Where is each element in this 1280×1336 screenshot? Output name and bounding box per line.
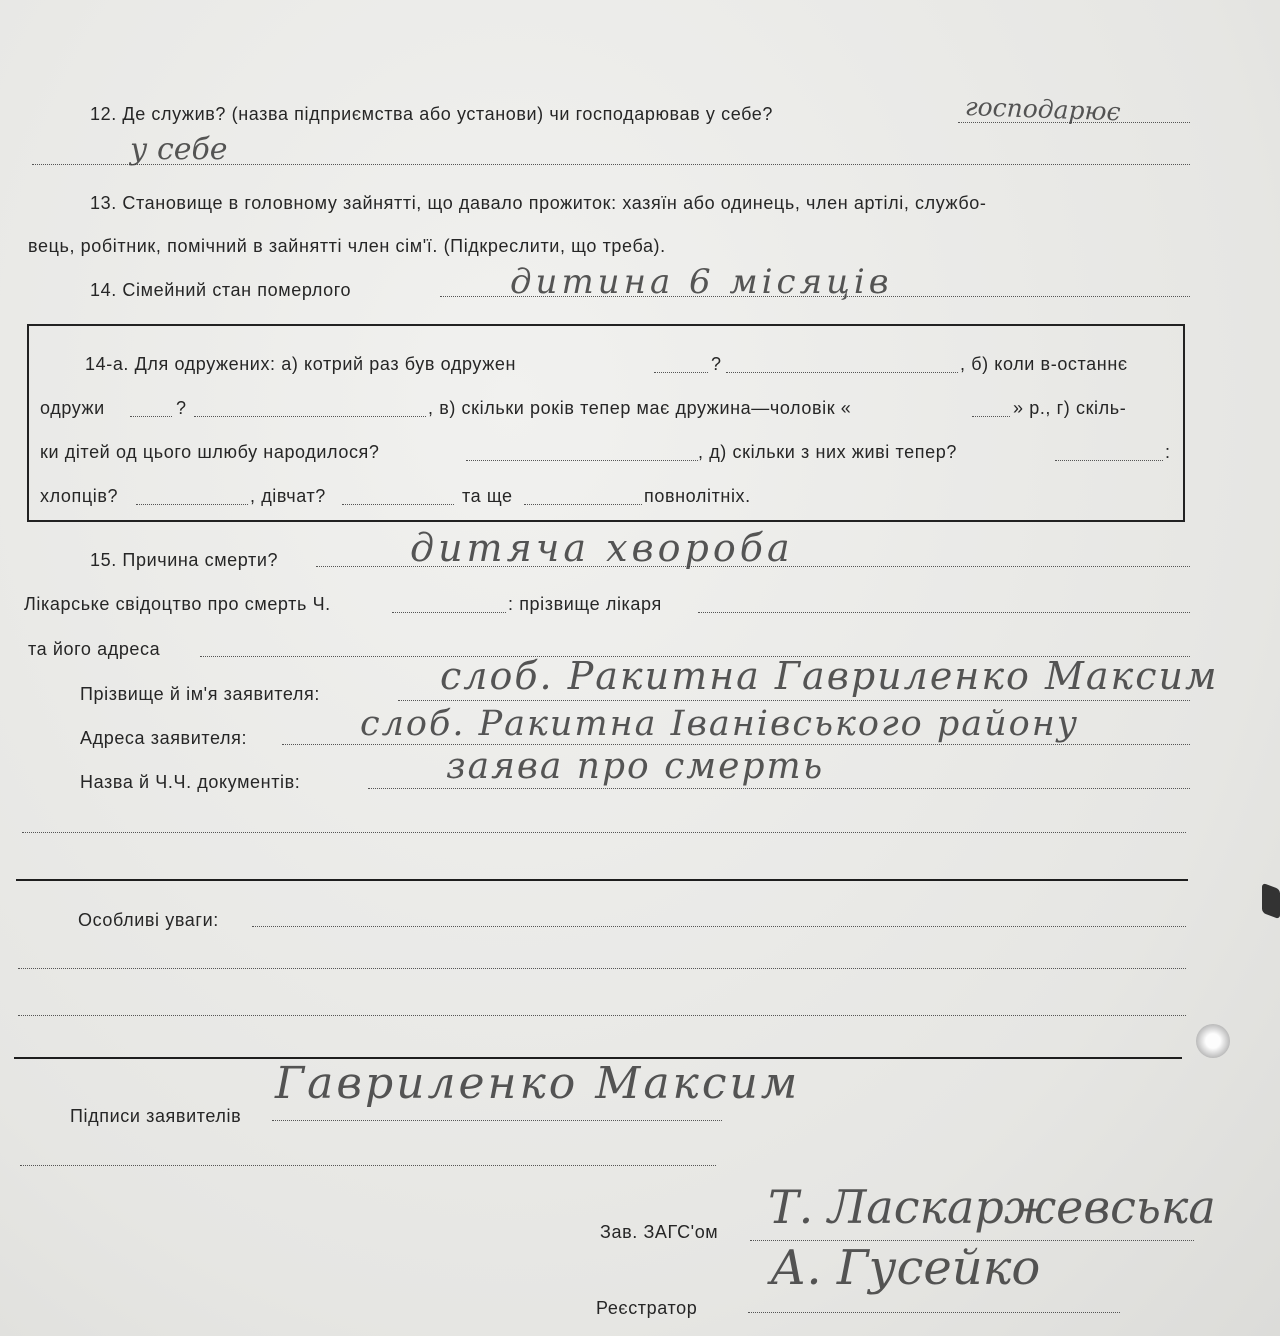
q14a-part-3: одружи xyxy=(40,398,105,418)
q12-answer-2: у себе xyxy=(130,132,228,167)
applicant-name-label: Прізвище й ім'я заявителя: xyxy=(80,684,320,704)
q14a-part-11: повнолітніх. xyxy=(644,486,751,506)
applicant-address-dots xyxy=(282,744,1190,745)
medical-doctor-dots xyxy=(698,612,1190,613)
notes-dots-1 xyxy=(252,926,1186,927)
q14a-dots-10 xyxy=(524,504,642,505)
q13-line-2: вець, робітник, помічний в зайнятті член сім'ї. (Підкреслити, що треба). xyxy=(28,236,666,256)
q14a-part-10: та ще xyxy=(462,486,513,506)
notes-dots-2 xyxy=(18,968,1186,969)
q14a-dots-7 xyxy=(1055,460,1163,461)
registry-head-label: Зав. ЗАГС'ом xyxy=(600,1222,719,1242)
section-divider-1 xyxy=(16,879,1188,881)
q14a-part-5: » р., г) скіль- xyxy=(1013,398,1127,418)
registrar-dots xyxy=(748,1312,1120,1313)
q14a-dots-5 xyxy=(972,416,1010,417)
applicant-signature: Гавриленко Максим xyxy=(275,1058,801,1109)
applicant-signature-dots-2 xyxy=(20,1165,716,1166)
q14a-part-6: ки дітей од цього шлюбу народилося? xyxy=(40,442,380,462)
q14a-part-1: 14-а. Для одружених: а) котрий раз був одружен xyxy=(85,354,516,374)
medical-cert-dots xyxy=(392,612,506,613)
medical-cert-label: Лікарське свідоцтво про смерть Ч. xyxy=(24,594,331,614)
documents-label: Назва й Ч.Ч. документів: xyxy=(80,772,301,792)
q14a-dots-1 xyxy=(654,372,708,373)
q14a-dots-6 xyxy=(466,460,698,461)
q13-line-1: 13. Становище в головному зайнятті, що давало прожиток: хазяїн або одинець, член артілі, службо- xyxy=(90,193,987,213)
q15-label: 15. Причина смерти? xyxy=(90,550,279,570)
notes-label: Особливі уваги: xyxy=(78,910,219,930)
q14a-part-8: хлопців? xyxy=(40,486,119,506)
q14a-part-7: , д) скільки з них живі тепер? xyxy=(698,442,957,462)
q14-label: 14. Сімейний стан померлого xyxy=(90,280,352,300)
medical-doctor-label: : прізвище лікаря xyxy=(508,594,662,614)
medical-address-label: та його адреса xyxy=(28,639,161,659)
applicant-name-value: слоб. Ракитна Гавриленко Максим xyxy=(440,654,1219,698)
documents-value: заява про смерть xyxy=(446,746,825,787)
documents-dots xyxy=(368,788,1190,789)
registrar-label: Реєстратор xyxy=(596,1298,698,1318)
q14a-dots-9 xyxy=(342,504,454,505)
q14a-dots-4 xyxy=(194,416,426,417)
applicant-address-value: слоб. Ракитна Іванівського району xyxy=(360,704,1080,744)
q14a-colon: : xyxy=(1165,442,1171,462)
q15-answer: дитяча хвороба xyxy=(410,526,794,570)
q14a-q-mark-1: ? xyxy=(711,354,722,374)
q14a-part-9: , дівчат? xyxy=(250,486,326,506)
binding-hole xyxy=(1196,1024,1230,1058)
q14a-q-mark-2: ? xyxy=(176,398,187,418)
applicant-signature-dots xyxy=(272,1120,722,1121)
applicant-name-dots xyxy=(398,700,1190,701)
registry-head-signature: Т. Ласкаржевська xyxy=(768,1180,1216,1234)
q14a-dots-3 xyxy=(130,416,172,417)
q14a-dots-8 xyxy=(136,504,248,505)
applicant-address-label: Адреса заявителя: xyxy=(80,728,248,748)
applicant-signature-label: Підписи заявителів xyxy=(70,1106,242,1126)
registrar-signature: А. Гусейко xyxy=(770,1240,1041,1296)
notes-dots-3 xyxy=(18,1015,1186,1016)
q12-answer-1: господарює xyxy=(964,92,1122,127)
q14a-part-4: , в) скільки років тепер має дружина—чоловік « xyxy=(428,398,852,418)
q14a-part-2: , б) коли в-останнє xyxy=(960,354,1128,374)
documents-extra-dots xyxy=(22,832,1186,833)
q14a-dots-2 xyxy=(726,372,958,373)
q14-answer: дитина 6 місяців xyxy=(510,262,893,302)
q12-label: 12. Де служив? (назва підприємства або установи) чи господарював у себе? xyxy=(90,104,774,124)
edge-mark xyxy=(1262,883,1280,920)
